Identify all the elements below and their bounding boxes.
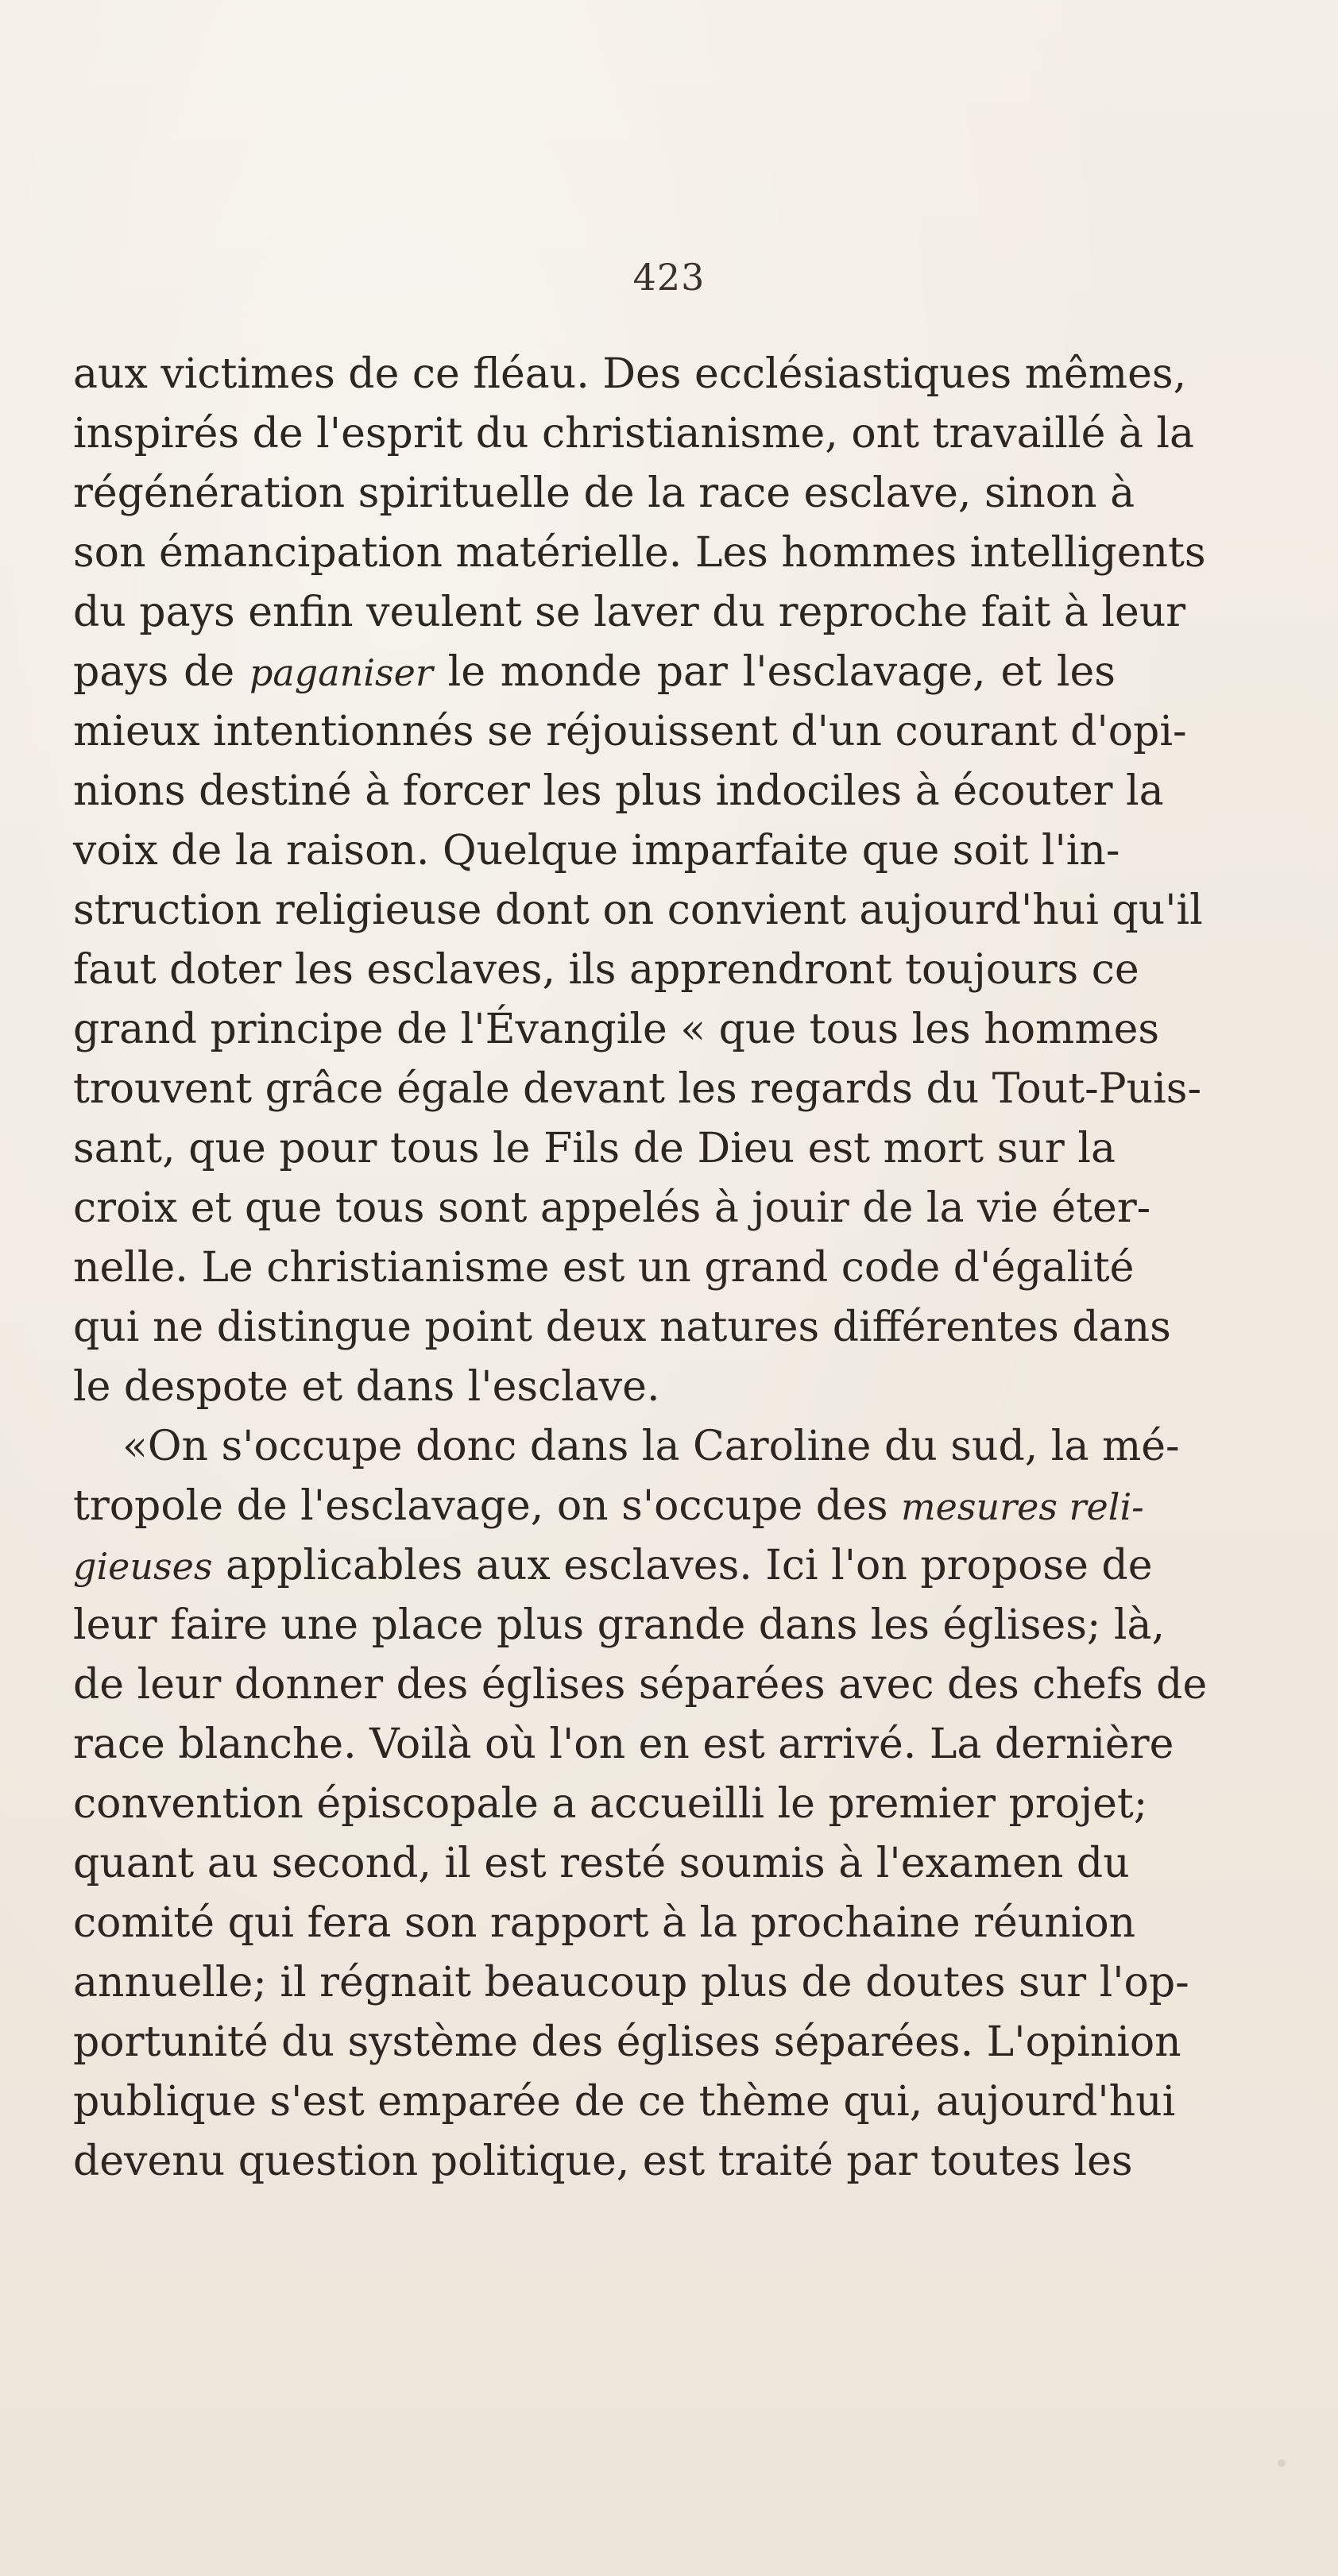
text-segment: faut doter les esclaves, ils apprendront toujours ce <box>73 946 1139 994</box>
text-segment: portunité du système des églises séparées. L'opinion <box>73 2018 1181 2066</box>
text-line <box>73 1119 1116 1179</box>
text-segment: son émancipation matérielle. Les hommes intelligents <box>73 529 1206 577</box>
text-line <box>73 1358 1116 1417</box>
text-segment: annuelle; il régnait beaucoup plus de doutes sur l'op- <box>73 1959 1189 2006</box>
text-segment: régénération spirituelle de la race esclave, sinon à <box>73 469 1135 517</box>
text-segment: grand principe de l'Évangile « que tous les hommes <box>73 1006 1160 1053</box>
text-line <box>73 1000 1160 1060</box>
text-segment: trouvent grâce égale devant les regards du Tout-Puis- <box>73 1065 1202 1113</box>
text-segment: du pays enfin veulent se laver du reproche fait à leur <box>73 589 1186 636</box>
text-segment: comité qui fera son rapport à la prochaine réunion <box>73 1899 1136 1947</box>
text-line <box>73 940 1139 1000</box>
text-segment: nions destiné à forcer les plus indociles à écouter la <box>73 767 1164 815</box>
text-segment: «On s'occupe donc dans la Caroline du sud, la mé- <box>122 1423 1180 1470</box>
text-segment: sant, que pour tous le Fils de Dieu est mort sur la <box>73 1125 1116 1172</box>
text-line <box>73 1417 1180 1477</box>
text-line <box>73 1477 1144 1536</box>
text-line <box>73 1060 1202 1119</box>
text-segment: pays de <box>73 648 249 696</box>
text-line <box>73 583 1186 643</box>
italic-text: gieuses <box>73 1545 213 1588</box>
text-segment: tropole de l'esclavage, on s'occupe des <box>73 1482 902 1530</box>
text-line <box>73 464 1135 523</box>
text-line <box>73 1238 1135 1298</box>
text-segment: le monde par l'esclavage, et les <box>432 648 1116 696</box>
text-segment: struction religieuse dont on convient aujourd'hui qu'il <box>73 886 1203 934</box>
text-segment: mieux intentionnés se réjouissent d'un courant d'opi- <box>73 708 1187 755</box>
text-line <box>73 404 1195 464</box>
text-line <box>73 702 1187 762</box>
text-segment: inspirés de l'esprit du christianisme, ont travaillé à la <box>73 410 1195 458</box>
text-line <box>73 2132 1133 2192</box>
text-segment: applicables aux esclaves. Ici l'on propose de <box>212 1542 1153 1589</box>
text-segment: aux victimes de ce fléau. Des ecclésiastiques mêmes, <box>73 350 1187 398</box>
text-line <box>73 523 1206 583</box>
text-line <box>73 1775 1148 1834</box>
paper-speck <box>1278 2459 1286 2467</box>
text-segment: croix et que tous sont appelés à jouir de la vie éter- <box>73 1184 1151 1232</box>
text-segment: devenu question politique, est traité par toutes les <box>73 2138 1133 2185</box>
text-segment: publique s'est emparée de ce thème qui, aujourd'hui <box>73 2078 1176 2126</box>
text-segment: quant au second, il est resté soumis à l'examen du <box>73 1840 1130 1887</box>
text-line <box>73 1953 1189 2013</box>
text-line <box>73 1298 1171 1358</box>
text-segment: de leur donner des églises séparées avec des chefs de <box>73 1661 1208 1709</box>
text-segment: qui ne distingue point deux natures différentes dans <box>73 1303 1171 1351</box>
paragraph-1 <box>73 345 1206 1417</box>
text-line <box>73 1536 1153 1596</box>
text-segment: convention épiscopale a accueilli le premier projet; <box>73 1780 1148 1828</box>
text-line <box>73 1179 1151 1238</box>
text-line <box>73 1894 1136 1953</box>
text-line <box>73 881 1203 940</box>
text-line <box>73 345 1187 404</box>
text-segment: voix de la raison. Quelque imparfaite que soit l'in- <box>73 827 1120 875</box>
text-segment: le despote et dans l'esclave. <box>73 1363 660 1411</box>
italic-text: mesures reli- <box>901 1485 1144 1528</box>
italic-text: paganiser <box>249 651 433 694</box>
text-segment: nelle. Le christianisme est un grand code d'égalité <box>73 1244 1135 1292</box>
text-segment: race blanche. Voilà où l'on en est arrivé. La dernière <box>73 1721 1174 1768</box>
body-text <box>73 345 1208 2192</box>
text-line <box>73 1715 1174 1775</box>
text-line <box>73 643 1116 702</box>
paragraph-2 <box>73 1417 1208 2192</box>
text-line <box>73 2072 1176 2132</box>
text-line <box>73 1655 1208 1715</box>
text-line <box>73 821 1120 881</box>
text-line <box>73 1834 1130 1894</box>
text-line <box>73 762 1164 821</box>
text-segment: leur faire une place plus grande dans les églises; là, <box>73 1601 1166 1649</box>
page-number: 423 <box>632 256 706 299</box>
text-line <box>73 2013 1181 2072</box>
text-line <box>73 1596 1166 1655</box>
